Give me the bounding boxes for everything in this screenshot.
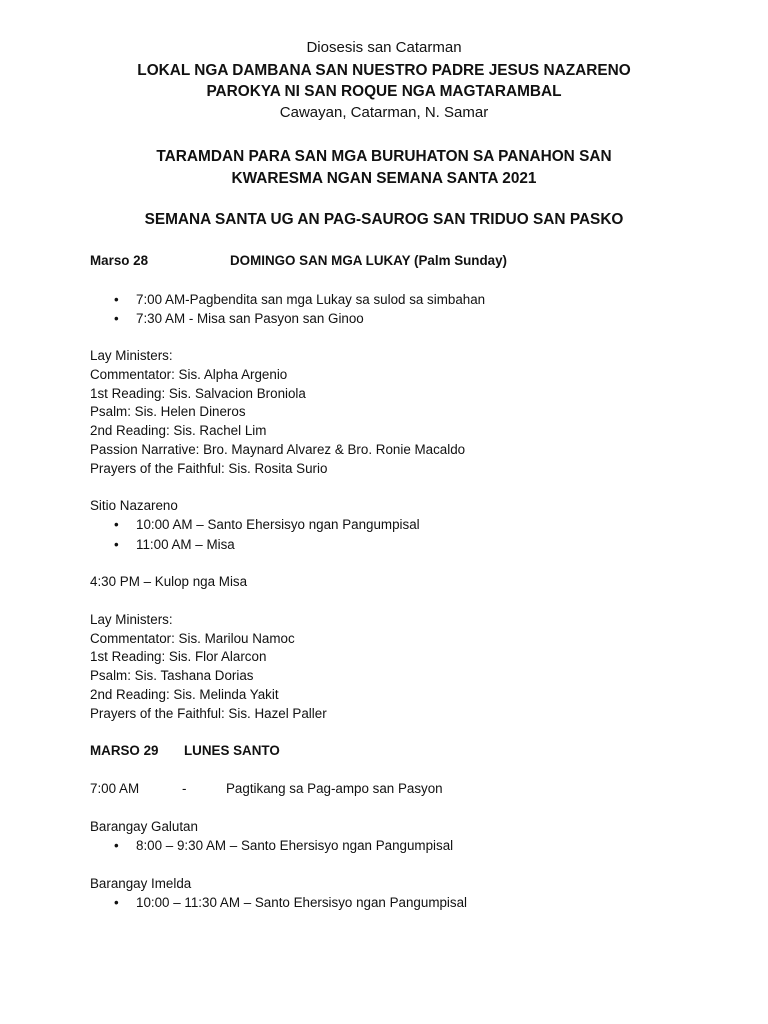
day1-name: DOMINGO SAN MGA LUKAY (Palm Sunday) (230, 253, 508, 268)
bullet-icon: • (114, 311, 119, 326)
minister-line: 2nd Reading: Sis. Rachel Lim (90, 423, 267, 438)
minister-line: Psalm: Sis. Tashana Dorias (90, 668, 254, 683)
section-title: SEMANA SANTA UG AN PAG-SAUROG SAN TRIDUO SAN PASKO (144, 211, 624, 228)
day2-name: LUNES SANTO (184, 743, 280, 758)
bullet-icon: • (114, 537, 119, 552)
sitio-label: Sitio Nazareno (90, 498, 178, 513)
bullet-icon: • (114, 895, 119, 910)
bullet-icon: • (114, 838, 119, 853)
day2-time: 7:00 AM (90, 781, 140, 796)
minister-line: Commentator: Sis. Alpha Argenio (90, 367, 288, 382)
diocese-name: Diosesis san Catarman (306, 39, 462, 56)
minister-line: Prayers of the Faithful: Sis. Hazel Paller (90, 706, 327, 721)
minister-line: Commentator: Sis. Marilou Namoc (90, 631, 295, 646)
shrine-name: LOKAL NGA DAMBANA SAN NUESTRO PADRE JESUS NAZARENO (137, 62, 631, 79)
document-page: Diosesis san Catarman LOKAL NGA DAMBANA SAN NUESTRO PADRE JESUS NAZARENO PAROKYA NI SAN ROQUE NGA MAGTARAMBAL Cawayan, Catarman, N. Samar TARAMDAN PARA SAN MGA BURUHATON SA PANAHON SAN KWARESMA NGAN SEMANA SANTA 2021 SEMANA SANTA UG AN PAG-SAUROG SAN TRIDUO SAN PASKO Marso 28 DOMINGO SAN MGA LUKAY (Palm Sunday) • 7:00 AM-Pagbendita san mga Lukay sa sulod sa simbahan • 7:30 AM - Misa san Pasyon san Ginoo Lay Ministers: Commentator: Sis. Alpha Argenio 1st Reading: Sis. Salvacion Broniola Psalm: Sis. Helen Dineros 2nd Reading: Sis. Rachel Lim Passion Narrative: Bro. Maynard Alvarez & Bro. Ronie Macaldo Prayers of the Faithful: Sis. Rosita Surio Sitio Nazareno • 10:00 AM – Santo Ehersisyo ngan Pangumpisal • 11:00 AM – Misa 4:30 PM – Kulop nga Misa Lay Ministers: Commentator: Sis. Marilou Namoc 1st Reading: Sis. Flor Alarcon Psalm: Sis. Tashana Dorias 2nd Reading: Sis. Melinda Yakit Prayers of the Faithful: Sis. Hazel Paller MARSO 29 LUNES SANTO 7:00 AM - Pagtikang sa Pag-ampo san Pasyon Barangay Galutan • 8:00 – 9:30 AM – Santo Ehersisyo ngan Pangumpisal Barangay Imelda • 10:00 – 11:30 AM – Santo Ehersisyo ngan Pangumpisal (0, 0, 768, 1024)
day2-date: MARSO 29 (90, 743, 159, 758)
barangay-label: Barangay Galutan (90, 819, 198, 834)
minister-line: Psalm: Sis. Helen Dineros (90, 404, 246, 419)
minister-line: 1st Reading: Sis. Flor Alarcon (90, 649, 267, 664)
minister-line: 2nd Reading: Sis. Melinda Yakit (90, 687, 279, 702)
day2-dash: - (182, 781, 187, 796)
evening-mass: 4:30 PM – Kulop nga Misa (90, 574, 248, 589)
day2-activity: Pagtikang sa Pag-ampo san Pasyon (226, 781, 443, 796)
ministers-label: Lay Ministers: (90, 348, 173, 363)
bullet-icon: • (114, 517, 119, 532)
bullet-icon: • (114, 292, 119, 307)
minister-line: 1st Reading: Sis. Salvacion Broniola (90, 386, 306, 401)
minister-line: Passion Narrative: Bro. Maynard Alvarez & Bro. Ronie Macaldo (90, 442, 466, 457)
document-title-line1: TARAMDAN PARA SAN MGA BURUHATON SA PANAHON SAN (156, 148, 612, 165)
parish-name: PAROKYA NI SAN ROQUE NGA MAGTARAMBAL (206, 83, 562, 100)
minister-line: Prayers of the Faithful: Sis. Rosita Surio (90, 461, 328, 476)
day1-date: Marso 28 (90, 253, 149, 268)
document-title-line2: KWARESMA NGAN SEMANA SANTA 2021 (231, 170, 537, 187)
parish-location: Cawayan, Catarman, N. Samar (279, 104, 489, 121)
ministers-label: Lay Ministers: (90, 612, 173, 627)
barangay-label: Barangay Imelda (90, 876, 192, 891)
